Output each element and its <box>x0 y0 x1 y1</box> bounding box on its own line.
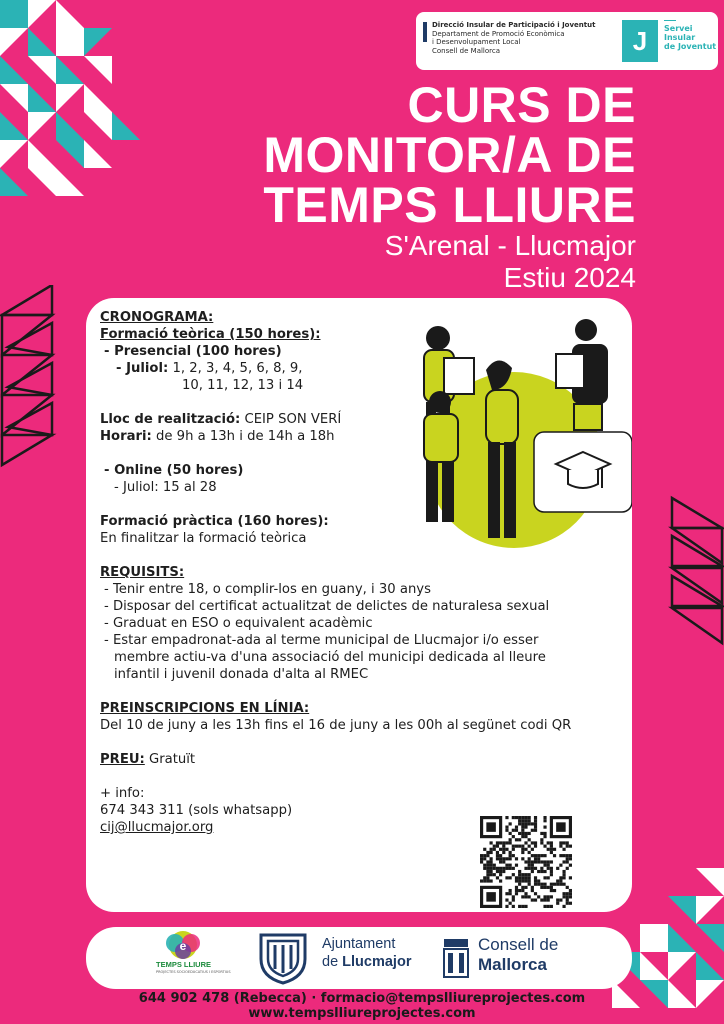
online-dates: - Juliol: 15 al 28 <box>114 480 217 495</box>
practice-heading: Formació pràctica (160 hores): <box>100 514 329 529</box>
institution-line: i Desenvolupament Local <box>432 38 521 47</box>
preinscripcions-text: Del 10 de juny a les 13h fins el 16 de juny a les 00h al segünet codi QR <box>100 718 572 733</box>
preinscripcions-heading: PREINSCRIPCIONS EN LÍNIA: <box>100 701 310 716</box>
consell-mallorca-shield-icon <box>442 937 470 979</box>
footer-website-link[interactable]: www.tempslliureprojectes.com <box>248 1006 476 1021</box>
cronograma-heading: CRONOGRAMA: <box>100 310 214 325</box>
registration-qr-code[interactable] <box>480 816 572 908</box>
requisit-item-continued: membre actiu-va d'una associació del municipi dedicada al lleure <box>114 650 546 665</box>
requisit-item-continued: infantil i juvenil donada d'alta al RMEC <box>114 667 369 682</box>
svg-text:e: e <box>179 939 187 953</box>
requisits-heading: REQUISITS: <box>100 565 185 580</box>
theory-heading: Formació teòrica (150 hores): <box>100 327 321 342</box>
outline-pattern-right <box>668 488 724 648</box>
location-text: S'Arenal - Llucmajor <box>384 230 636 261</box>
requisit-item: - Disposar del certificat actualitzat de delictes de naturalesa sexual <box>104 599 550 614</box>
practice-text: En finalitzar la formació teòrica <box>100 531 307 546</box>
online-label: - Online (50 hores) <box>104 463 244 478</box>
temps-lliure-tagline: PROJECTES SOCIOEDUCATIUS I ESPORTIUS <box>156 970 231 974</box>
presencial-label: - Presencial (100 hores) <box>104 344 282 359</box>
requisit-item: - Estar empadronat-ada al terme municipal de Llucmajor i/o esser <box>104 633 539 648</box>
price-row: PREU: Gratuït <box>100 752 196 767</box>
temps-lliure-name: TEMPS LLIURE <box>156 960 212 969</box>
institution-mark-icon <box>423 22 427 42</box>
institution-line: Departament de Promoció Econòmica <box>432 29 565 38</box>
page-subtitle <box>385 230 636 294</box>
joventut-service-name: Servei Insular de Joventut <box>664 20 716 51</box>
info-email-link[interactable]: cij@llucmajor.org <box>100 820 214 835</box>
llucmajor-name: Ajuntament de Llucmajor <box>322 936 412 970</box>
llucmajor-shield-icon <box>255 931 311 985</box>
juliol-days-row: - Juliol: 1, 2, 3, 4, 5, 6, 8, 9, <box>116 361 303 376</box>
geometric-pattern-top-left <box>0 0 220 220</box>
sponsor-logos <box>86 927 632 989</box>
requisit-item: - Tenir entre 18, o complir-los en guany, i 30 anys <box>104 582 431 597</box>
joventut-logo: J <box>622 20 658 62</box>
consell-mallorca-name: Consell de Mallorca <box>478 935 559 974</box>
outline-pattern-left <box>0 285 60 470</box>
course-details <box>100 309 630 836</box>
schedule-row: Horari: de 9h a 13h i de 14h a 18h <box>100 429 335 444</box>
place-row: Lloc de realització: CEIP SON VERÍ <box>100 412 342 427</box>
info-label: + info: <box>100 786 145 801</box>
temps-lliure-logo-icon <box>153 929 213 984</box>
footer-contact[interactable]: 644 902 478 (Rebecca) · formacio@tempslliureprojectes.com <box>138 991 586 1006</box>
info-phone: 674 343 311 (sols whatsapp) <box>100 803 293 818</box>
institution-header <box>416 12 718 70</box>
page-title: CURS DE MONITOR/A DE TEMPS LLIURE <box>263 77 636 233</box>
institution-line: Direcció Insular de Participació i Joventut <box>432 21 596 29</box>
requisit-item: - Graduat en ESO o equivalent acadèmic <box>104 616 373 631</box>
institution-line: Consell de Mallorca <box>432 46 501 55</box>
juliol-days-row-2: 10, 11, 12, 13 i 14 <box>182 378 304 393</box>
period-text: Estiu 2024 <box>503 262 636 293</box>
